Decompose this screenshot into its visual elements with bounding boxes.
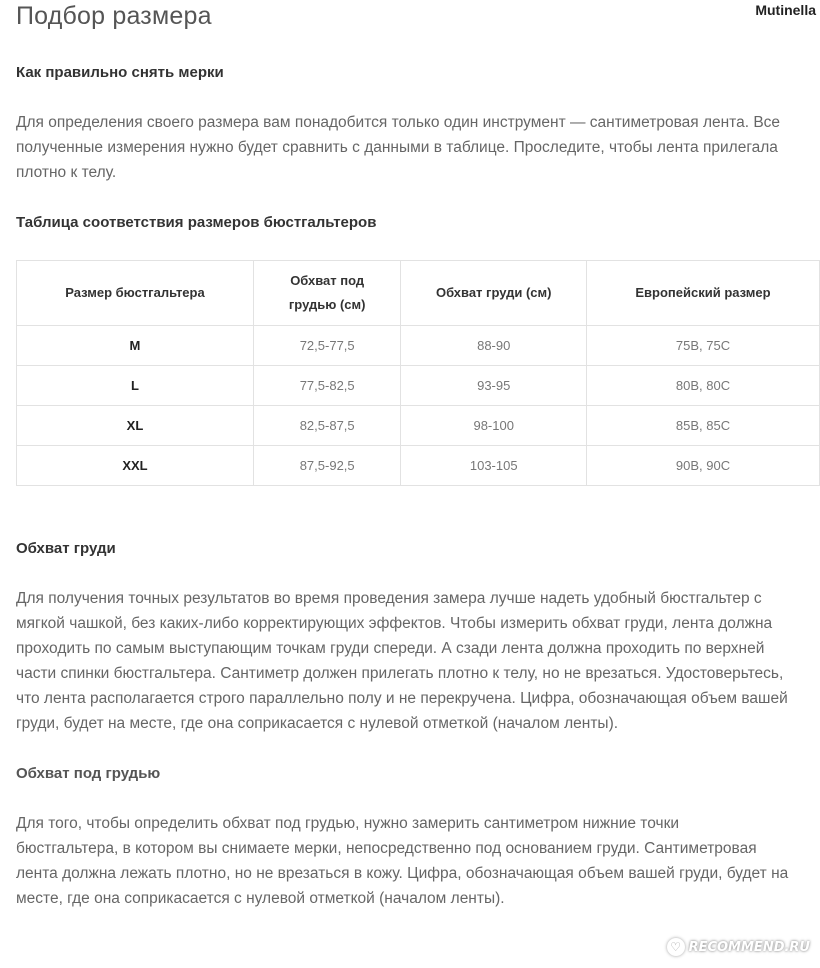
paragraph-line: груди, будет на месте, где она соприкасается с нулевой отметкой (началом ленты).	[16, 715, 619, 732]
cell-eu: 75B, 75C	[587, 326, 820, 366]
col-header-size: Размер бюстгальтера	[17, 261, 254, 326]
cell-eu: 85B, 85C	[587, 406, 820, 446]
table-heading: Таблица соответствия размеров бюстгальтеров	[16, 214, 377, 231]
paragraph-line: Для определения своего размера вам понадобится только один инструмент — сантиметровая лента. Все	[16, 114, 781, 131]
measure-paragraph	[16, 110, 820, 185]
cell-bust: 98-100	[401, 406, 587, 446]
cell-underbust: 72,5-77,5	[253, 326, 400, 366]
table-row	[17, 326, 820, 366]
cell-size: XXL	[17, 446, 254, 486]
cell-bust: 103-105	[401, 446, 587, 486]
paragraph-line: Для получения точных результатов во время проведения замера лучше надеть удобный бюстгальтер с	[16, 590, 762, 607]
col-header-eu: Европейский размер	[587, 261, 820, 326]
cell-size: M	[17, 326, 254, 366]
paragraph-line: части спинки бюстгальтера. Сантиметр должен прилегать плотно к телу, но не врезаться. Удостоверьтесь,	[16, 665, 784, 682]
cell-eu: 80B, 80C	[587, 366, 820, 406]
paragraph-line: проходить по самым выступающим точкам груди спереди. А сзади лента должна проходить по верхней	[16, 640, 765, 657]
table-row	[17, 406, 820, 446]
col-header-bust: Обхват груди (см)	[401, 261, 587, 326]
underbust-paragraph	[16, 811, 820, 911]
cell-bust: 88-90	[401, 326, 587, 366]
cell-underbust: 77,5-82,5	[253, 366, 400, 406]
bust-paragraph	[16, 586, 820, 736]
table-row	[17, 366, 820, 406]
paragraph-line: бюстгальтера, в котором вы снимаете мерки, непосредственно под основанием груди. Сантиметровая	[16, 840, 757, 857]
col-header-underbust	[253, 261, 400, 326]
paragraph-line: Для того, чтобы определить обхват под грудью, нужно замерить сантиметром нижние точки	[16, 815, 680, 832]
paragraph-line: плотно к телу.	[16, 164, 117, 181]
paragraph-line: лента должна лежать плотно, но не врезаться в кожу. Цифра, обозначающая объем вашей груди, будет на	[16, 865, 789, 882]
cell-underbust: 87,5-92,5	[253, 446, 400, 486]
cell-underbust: 82,5-87,5	[253, 406, 400, 446]
paragraph-line: мягкой чашкой, без каких-либо корректирующих эффектов. Чтобы измерить обхват груди, лента должна	[16, 615, 773, 632]
paragraph-line: месте, где она соприкасается с нулевой отметкой (началом ленты).	[16, 890, 505, 907]
col-header-underbust-label: Обхват под грудью (см)	[288, 273, 366, 312]
watermark	[667, 938, 810, 956]
bust-heading: Обхват груди	[16, 540, 116, 557]
page-title: Подбор размера	[16, 2, 212, 30]
cell-bust: 93-95	[401, 366, 587, 406]
paragraph-line: что лента располагается строго параллельно полу и не перекручена. Цифра, обозначающая объем вашей	[16, 690, 788, 707]
watermark-text: RECOMMEND.RU	[688, 939, 810, 955]
table-header-row	[17, 261, 820, 326]
cell-eu: 90B, 90C	[587, 446, 820, 486]
cell-size: L	[17, 366, 254, 406]
brand-name[interactable]: Mutinella	[755, 2, 816, 18]
table-row	[17, 446, 820, 486]
recommend-logo-icon: ♡	[667, 938, 685, 956]
paragraph-line: полученные измерения нужно будет сравнить с данными в таблице. Проследите, чтобы лента прилегала	[16, 139, 778, 156]
measure-heading: Как правильно снять мерки	[16, 64, 224, 81]
size-table	[16, 260, 820, 486]
underbust-heading: Обхват под грудью	[16, 765, 161, 782]
cell-size: XL	[17, 406, 254, 446]
